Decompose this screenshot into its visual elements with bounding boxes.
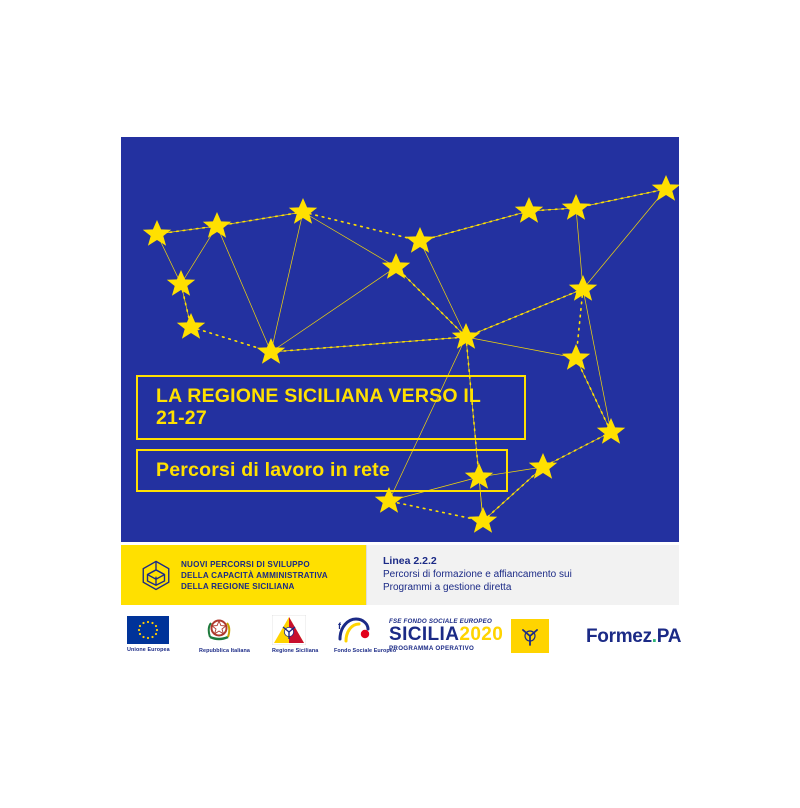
poster-title-secondary: Percorsi di lavoro in rete bbox=[136, 449, 508, 492]
title-block bbox=[136, 375, 526, 492]
formez-pa-word: PA bbox=[656, 626, 682, 647]
fse-caption: Fondo Sociale Europeo bbox=[334, 648, 397, 654]
formez-dot: . bbox=[651, 626, 657, 647]
fondo-sociale-europeo-logo bbox=[334, 615, 396, 654]
italian-republic-caption: Repubblica Italiana bbox=[199, 648, 251, 654]
sicilia-2020-shield-icon bbox=[511, 619, 549, 653]
badge-line1: NUOVI PERCORSI DI SVILUPPO bbox=[181, 559, 310, 569]
sicilia-2020-bottom: PROGRAMMA OPERATIVO bbox=[389, 645, 475, 652]
sicilia-2020-year: 2020 bbox=[459, 624, 504, 645]
regione-siciliana-logo bbox=[272, 615, 318, 654]
italian-emblem-icon bbox=[199, 615, 239, 645]
eu-flag-icon bbox=[127, 616, 169, 644]
badge-line2: DELLA CAPACITÀ AMMINISTRATIVA bbox=[181, 570, 328, 580]
fse-icon bbox=[334, 615, 374, 645]
poster-title-primary: LA REGIONE SICILIANA VERSO IL 21-27 bbox=[136, 375, 526, 440]
sicilia-2020-logo bbox=[389, 618, 549, 658]
italian-republic-logo bbox=[199, 615, 250, 654]
line-desc-1: Percorsi di formazione e affiancamento sui bbox=[383, 569, 572, 580]
svg-text:f: f bbox=[338, 621, 341, 631]
line-desc-2: Programmi a gestione diretta bbox=[383, 582, 512, 593]
badge-line3: DELLA REGIONE SICILIANA bbox=[181, 581, 295, 591]
formez-pa-logo bbox=[586, 626, 681, 648]
eu-flag-caption: Unione Europea bbox=[127, 647, 170, 653]
footer-bar bbox=[121, 545, 679, 605]
regione-siciliana-caption: Regione Siciliana bbox=[272, 648, 319, 654]
sicilia-2020-top: FSE FONDO SOCIALE EUROPEO bbox=[389, 618, 492, 625]
line-title: Linea 2.2.2 bbox=[383, 555, 437, 567]
sicilia-2020-word: SICILIA bbox=[389, 624, 460, 645]
cube-icon bbox=[139, 558, 173, 592]
trinacria-icon bbox=[272, 615, 306, 645]
eu-flag-logo bbox=[127, 616, 170, 653]
poster-canvas bbox=[121, 137, 679, 542]
line-info bbox=[366, 545, 679, 605]
formez-word: Formez bbox=[586, 626, 652, 647]
logo-strip bbox=[121, 612, 682, 670]
badge-text bbox=[181, 559, 328, 592]
program-badge bbox=[121, 545, 366, 605]
